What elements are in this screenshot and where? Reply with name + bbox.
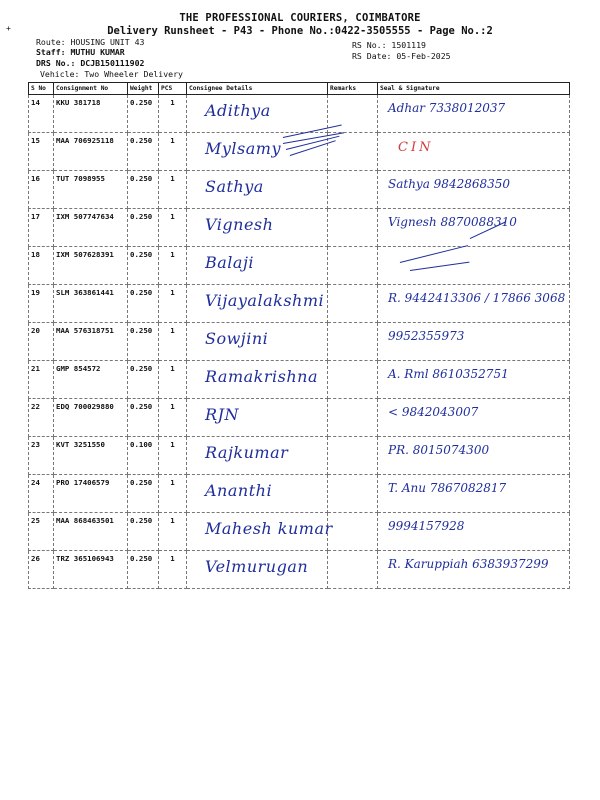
vehicle-label: Vehicle: Two Wheeler Delivery <box>40 69 183 79</box>
cell-consignment: MAA 868463501 <box>54 513 128 551</box>
cell-sno: 21 <box>29 361 54 399</box>
cell-sno: 26 <box>29 551 54 589</box>
cell-remarks <box>328 285 378 323</box>
cell-weight: 0.250 <box>128 285 159 323</box>
cell-pcs: 1 <box>159 437 187 475</box>
consignee-handwriting: Ananthi <box>205 481 273 500</box>
cell-remarks <box>328 513 378 551</box>
table-header-row <box>29 83 570 95</box>
cell-pcs: 1 <box>159 285 187 323</box>
consignee-handwriting: Vijayalakshmi <box>205 291 325 310</box>
cell-consignee <box>187 361 328 399</box>
cell-pcs: 1 <box>159 551 187 589</box>
cell-weight: 0.250 <box>128 209 159 247</box>
col-consignee: Consignee Details <box>187 83 328 95</box>
cell-pcs: 1 <box>159 133 187 171</box>
signature-handwriting: Vignesh 8870088310 <box>388 215 517 229</box>
cell-signature <box>378 171 570 209</box>
cell-consignee <box>187 247 328 285</box>
cell-consignee <box>187 285 328 323</box>
col-pcs: PCS <box>159 83 187 95</box>
cell-consignee <box>187 551 328 589</box>
consignee-handwriting: Adithya <box>205 101 271 120</box>
consignee-handwriting: Sowjini <box>205 329 269 348</box>
cell-weight: 0.250 <box>128 551 159 589</box>
cell-consignee <box>187 95 328 133</box>
staff-label: Staff: MUTHU KUMAR <box>36 47 125 57</box>
cell-signature <box>378 323 570 361</box>
cell-remarks <box>328 399 378 437</box>
cell-weight: 0.250 <box>128 247 159 285</box>
cell-consignment: MAA 576318751 <box>54 323 128 361</box>
table-row <box>29 247 570 285</box>
cell-consignee <box>187 171 328 209</box>
cell-remarks <box>328 437 378 475</box>
cell-consignment: GMP 854572 <box>54 361 128 399</box>
cell-weight: 0.250 <box>128 475 159 513</box>
table-row <box>29 399 570 437</box>
table-row <box>29 437 570 475</box>
table-row <box>29 95 570 133</box>
cell-pcs: 1 <box>159 361 187 399</box>
col-weight: Weight <box>128 83 159 95</box>
col-sno: S No <box>29 83 54 95</box>
consignee-handwriting: Vignesh <box>205 215 274 234</box>
cell-sno: 18 <box>29 247 54 285</box>
cell-pcs: 1 <box>159 171 187 209</box>
table-row <box>29 285 570 323</box>
rs-number: RS No.: 1501119 <box>352 40 426 50</box>
consignee-handwriting: Mylsamy <box>205 139 281 158</box>
signature-handwriting: R. Karuppiah 6383937299 <box>388 557 549 571</box>
consignee-handwriting: RJN <box>205 405 239 424</box>
cell-sno: 23 <box>29 437 54 475</box>
table-row <box>29 361 570 399</box>
cell-consignee <box>187 513 333 551</box>
cell-weight: 0.250 <box>128 171 159 209</box>
cell-remarks <box>328 209 378 247</box>
cell-sno: 17 <box>29 209 54 247</box>
cell-signature <box>378 513 570 551</box>
consignee-handwriting: Ramakrishna <box>205 367 318 386</box>
table-row <box>29 209 570 247</box>
cell-pcs: 1 <box>159 513 187 551</box>
cell-consignee <box>187 399 328 437</box>
table-row <box>29 323 570 361</box>
cell-signature <box>378 247 570 285</box>
consignee-handwriting: Mahesh kumar <box>205 519 333 538</box>
cell-sno: 22 <box>29 399 54 437</box>
signature-handwriting: Adhar 7338012037 <box>388 101 506 115</box>
cell-consignment: PRO 17406579 <box>54 475 128 513</box>
cell-remarks <box>328 247 378 285</box>
consignee-handwriting: Velmurugan <box>205 557 309 576</box>
col-signature: Seal & Signature <box>378 83 570 95</box>
cell-consignment: IXM 507747634 <box>54 209 128 247</box>
signature-handwriting: R. 9442413306 / 17866 3068 <box>388 291 566 305</box>
cell-pcs: 1 <box>159 399 187 437</box>
cell-pcs: 1 <box>159 475 187 513</box>
signature-handwriting: < 9842043007 <box>388 405 479 419</box>
cell-signature <box>378 437 570 475</box>
cell-consignment: MAA 706925118 <box>54 133 128 171</box>
cell-signature <box>378 209 570 247</box>
cell-weight: 0.250 <box>128 95 159 133</box>
cell-consignment: SLM 363861441 <box>54 285 128 323</box>
consignee-handwriting: Rajkumar <box>205 443 289 462</box>
cell-sno: 25 <box>29 513 54 551</box>
cell-signature <box>378 399 570 437</box>
cell-consignment: EDQ 700029880 <box>54 399 128 437</box>
corner-mark: + <box>6 24 11 33</box>
cell-consignee <box>187 323 328 361</box>
cell-sno: 14 <box>29 95 54 133</box>
cell-remarks <box>328 323 378 361</box>
red-mark: CIN <box>398 140 434 155</box>
cell-weight: 0.100 <box>128 437 159 475</box>
cell-signature <box>378 361 570 399</box>
cell-remarks <box>328 551 378 589</box>
drs-label: DRS No.: DCJB150111902 <box>36 58 145 68</box>
cell-consignment: TUT 7098955 <box>54 171 128 209</box>
cell-weight: 0.250 <box>128 133 159 171</box>
cell-consignment: KKU 381718 <box>54 95 128 133</box>
company-title: THE PROFESSIONAL COURIERS, COIMBATORE <box>179 12 421 24</box>
signature-handwriting: A. Rml 8610352751 <box>388 367 509 381</box>
cell-weight: 0.250 <box>128 323 159 361</box>
cell-remarks <box>328 361 378 399</box>
runsheet-table <box>28 82 570 589</box>
col-consignment: Consignment No <box>54 83 128 95</box>
table-row <box>29 551 570 589</box>
cell-remarks <box>328 171 378 209</box>
cell-pcs: 1 <box>159 209 187 247</box>
cell-weight: 0.250 <box>128 399 159 437</box>
cell-consignment: KVT 3251550 <box>54 437 128 475</box>
signature-handwriting: PR. 8015074300 <box>388 443 490 457</box>
table-row <box>29 171 570 209</box>
cell-signature <box>378 551 570 589</box>
cell-remarks <box>328 475 378 513</box>
cell-consignment: TRZ 365106943 <box>54 551 128 589</box>
cell-weight: 0.250 <box>128 361 159 399</box>
cell-sno: 15 <box>29 133 54 171</box>
cell-signature <box>378 95 570 133</box>
cell-weight: 0.250 <box>128 513 159 551</box>
cell-sno: 20 <box>29 323 54 361</box>
table-row <box>29 475 570 513</box>
cell-pcs: 1 <box>159 247 187 285</box>
col-remarks: Remarks <box>328 83 378 95</box>
cell-consignee <box>187 209 328 247</box>
consignee-handwriting: Balaji <box>205 253 255 272</box>
signature-handwriting: Sathya 9842868350 <box>388 177 511 191</box>
signature-handwriting: T. Anu 7867082817 <box>388 481 507 495</box>
cell-sno: 19 <box>29 285 54 323</box>
cell-consignee <box>187 475 328 513</box>
cell-consignment: IXM 507628391 <box>54 247 128 285</box>
rs-date: RS Date: 05-Feb-2025 <box>352 51 451 61</box>
signature-handwriting: 9994157928 <box>388 519 465 533</box>
cell-consignee <box>187 437 328 475</box>
consignee-handwriting: Sathya <box>205 177 264 196</box>
runsheet-title: Delivery Runsheet - P43 - Phone No.:0422-3505555 - Page No.:2 <box>107 25 493 37</box>
route-label: Route: HOUSING UNIT 43 <box>36 37 145 47</box>
cell-pcs: 1 <box>159 323 187 361</box>
signature-handwriting: 9952355973 <box>388 329 465 343</box>
cell-pcs: 1 <box>159 95 187 133</box>
cell-sno: 24 <box>29 475 54 513</box>
cell-signature <box>378 475 570 513</box>
table-row <box>29 513 570 551</box>
cell-sno: 16 <box>29 171 54 209</box>
cell-signature <box>378 285 570 323</box>
